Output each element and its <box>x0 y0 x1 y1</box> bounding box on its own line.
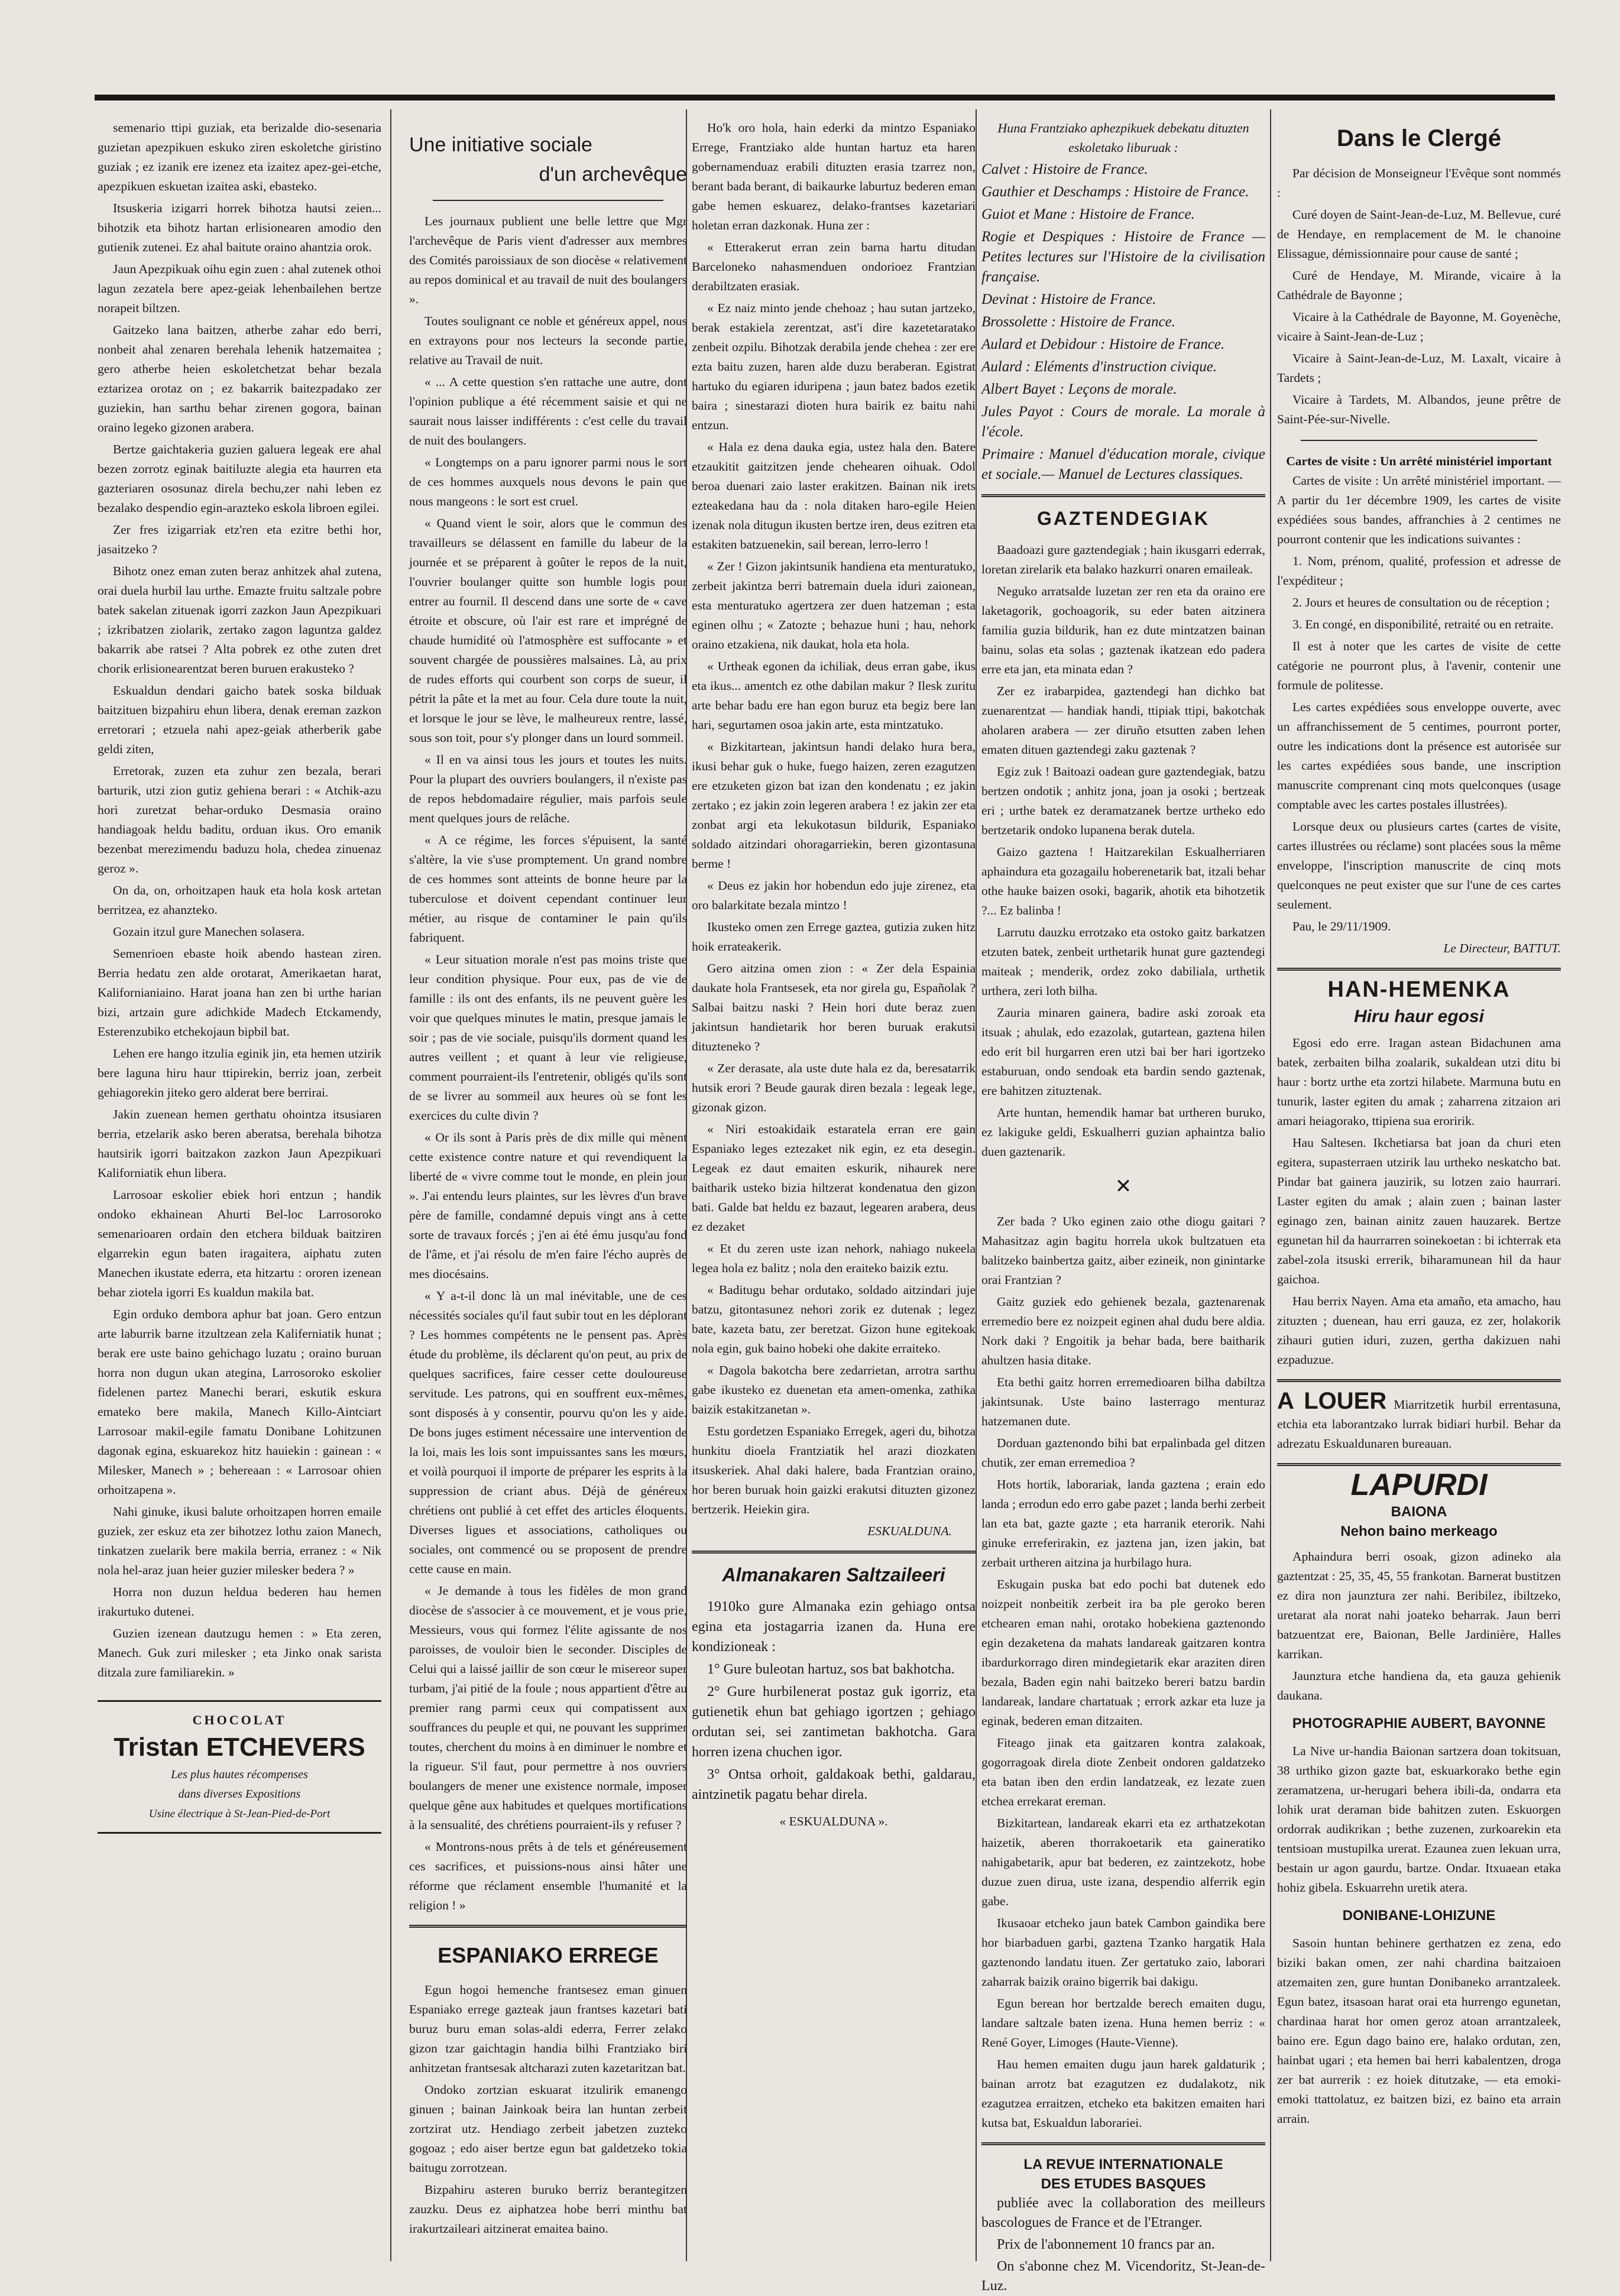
paragraph: Curé doyen de Saint-Jean-de-Luz, M. Bellevue, curé de Hendaye, en remplacement de M. le chanoine Elissague, démissionnaire pour cause de santé ; <box>1277 207 1561 261</box>
espaniako-errege-article <box>409 1980 687 2239</box>
paragraph: Zauria minaren gainera, badire aski zoroak eta itsuak ; ahulak, edo ezazolak, gutartean, gaztena hilen edo erit bil hurgarren eren utzi bai ber hari igortzeko estaburuan, ondo sendoak eta bardin sendo gaztenak, ere bahitzen zituztenak. <box>981 1006 1265 1098</box>
paragraph: Gaitzeko lana baitzen, atherbe zahar edo berri, nonbeit ahal zenaren berehala lehenik hatzemaitea ; gero atherbe heien eskoletchetzat behar bezala eztarizea orotaz on ; ez bakarrik baitezpadako zer guziekin, han sarthu behar zirenen gogora, bainan oraino legeko gizonen arabera. <box>98 323 381 434</box>
paragraph: « Bizkitartean, jakintsun handi delako hura bera, ikusi behar guk o huke, fuego haizen, zeren ezagutzen ere etzuketen gizon bat izan den kondenatu ; ez jakin zertako ; ez jakin zoin legeren arabera ! ez jakin zer eta zonbat argi eta lekukotasun bildurik, Espaniako soldado aitzindari ohoragarriekin, beren gizontasuna berme ! <box>692 740 976 871</box>
list-intro: Huna Frantziako aphezpikuek debekatu dituzten eskoletako liburuak : <box>997 121 1249 155</box>
paragraph: Eskualdun dendari gaicho batek soska bilduak baitzituen bizpahiru ehun libera, denak ereman zazkon erretorari ; etzuela nahi apez-geiak atherberik gabe geldi ziten, <box>98 683 381 756</box>
paragraph: « Zer ! Gizon jakintsunik handiena eta menturatuko, zerbeit jakintza berri batremain duela iduri zaionean, esta menturatuko agertzera zer duen hatzeman ; esta eginen olhu ; « Zatozte ; behazue huni ; hau, nehork oraino etzakiena, nik daukat, hola eta hola. <box>692 559 976 651</box>
separator-mark: ✕ <box>1114 1176 1132 1198</box>
paragraph: Guzien izenean dautzugu hemen : » Eta zeren, Manech. Guk zuri milesker ; eta Jinko onak sarista ditzala zure familiarekin. » <box>98 1626 381 1679</box>
divider <box>981 2142 1265 2145</box>
paragraph: Aulard : Eléments d'instruction civique. <box>981 359 1217 375</box>
errege-article-continued <box>692 118 976 1519</box>
paragraph: Ikusteko omen zen Errege gaztea, gutizia zuken hitz hoik errateakerik. <box>692 920 976 954</box>
paragraph: Estu gordetzen Espaniako Erregek, ageri du, bihotza hunkitu dioela Frantziatik hel arazi diozkaten itsuskeriek. Ahal daki halere, bada Frantzian oraino, hor beren buruak hoin gaizki erakutsi dituzten gizonez bertzerik. Heiekin gira. <box>692 1424 976 1516</box>
paragraph: Larrutu dauzku errotzako eta ostoko gaitz barkatzen etzuten batek, zenbeit urthetarik hunat gure gaztendegi maiteak ; menderik, ordez zoko dabiliala, urthetik urthera, zeri loth bilha. <box>981 925 1265 998</box>
paragraph: 2° Gure hurbilenerat postaz guk igorriz, eta gutienetik ehun bat gehiago igortzen ; gehiago ordutan sei, sei zantimetan bakhotcha. Gara horren izena chuchen igor. <box>692 1684 976 1760</box>
ad-name: Tristan ETCHEVERS <box>114 1733 365 1762</box>
paragraph: Arte huntan, hemendik hamar bat urtheren buruko, ez lakiguke geldi, Eskualherri guzian aphaintza balio duen gaztenarik. <box>981 1105 1265 1159</box>
clerge-article <box>1277 164 1561 429</box>
paragraph: « Urtheak egonen da ichiliak, deus erran gabe, ikus eta ikus... amentch ez othe dabilan makur ? Ilesk zuritu arte behar badu ere han egon buruz eta begiz bere lan hari, segurtamen osoa jakin arte, esta mintzatuko. <box>692 659 976 732</box>
gaztendegiak-article-continued <box>981 1212 1265 2133</box>
paragraph: « Longtemps on a paru ignorer parmi nous le sort de ces hommes auxquels nous devons le pain que nous mangeons : le sort est cruel. <box>409 455 687 508</box>
paragraph: Egun hogoi hemenche frantsesez eman ginuen Espaniako errege gazteak jaun frantses kazetari bati buruz buru eman solas-aldi ederra, Ferrer zelako gizon tzar gaichtagin handia bilhi Frantziako biri anhitzetan frantsesak altcharazi zuten kazetaritzan bat. <box>409 1983 687 2075</box>
column-1-article <box>98 118 381 1682</box>
paragraph: Par décision de Monseigneur l'Evêque sont nommés : <box>1277 166 1561 200</box>
paragraph: Bihotz onez eman zuten beraz anhitzek ahal zutena, orai duela hurbil lau urthe. Emazte fruitu saltzale pobre batek sakelan zituenak igorri zazkon Jaun Apezpikuari ; izkribatzen ziolarik, zertako zagon laguntza galdez bakarrik abe ratsei ? Alta pobrek ez othe zuten dret chorik erlisionearentzat beren buruen erakusteko ? <box>98 564 381 676</box>
paragraph: On da, on, orhoitzapen hauk eta hola kosk artetan berritzea, ez ahanzteko. <box>98 883 381 917</box>
paragraph: Aphaindura berri osoak, gizon adineko ala gaztentzat : 25, 35, 45, 55 frankotan. Barnerat bustitzen ez dira non jaunztura zer nahi. Beribilez, ibiltzeko, uretarat ala norat nahi joateko beharrak. Jaun berri batzuentzat ere, Baionan, Belle Jardinière, Halles karrikan. <box>1277 1549 1561 1661</box>
column-4 <box>981 118 1265 2294</box>
ad-brand: CHOCOLAT <box>192 1713 287 1727</box>
paragraph: Curé de Hendaye, M. Mirande, vicaire à la Cathédrale de Bayonne ; <box>1277 268 1561 302</box>
paragraph: Nahi ginuke, ikusi balute orhoitzapen horren emaile guziek, zer eskuz eta zer bihotzez lothu zaion Manech, tinkatzen zuelarik bere makila berria, erranez : « Nik nola hel-araz juan heier guzier milesker bedera ? » <box>98 1504 381 1577</box>
paragraph: Les journaux publient une belle lettre que Mgr l'archevêque de Paris vient d'adresser aux membres des Comités paroissiaux de son diocèse « relativement au repos dominical et au travail de nuit des boulangers ». <box>409 214 687 306</box>
paragraph: « Etterakerut erran zein barna hartu ditudan Barceloneko nahasmenduen ondorioez Frantzian derabiltzaten erasiak. <box>692 240 976 293</box>
paragraph: Rogie et Despiques : Histoire de France — Petites lectures sur l'Histoire de la civilisation française. <box>981 229 1265 285</box>
paragraph: Bizkitartean, landareak ekarri eta ez arthatzekotan haizetik, aberen thorrakoetarik eta gaineratiko nahigabetarik, apur bat bederen, ez zaintzekotz, hobe duzue zuen dirua, uste izana, despendio alferrik egin gabe. <box>981 1816 1265 1908</box>
paragraph: Jules Payot : Cours de morale. La morale à l'école. <box>981 404 1265 440</box>
paragraph: Ikusaoar etcheko jaun batek Cambon gaindika bere hor biarbaduen garbi, gaztena Tzanko hargatik Hala gaztenondo landatu ituen. Zer gertatuko zaio, laborari zaharrak baizik oraino bigerrik bai dakigu. <box>981 1916 1265 1989</box>
paragraph: « Je demande à tous les fidèles de mon grand diocèse de s'associer à ce mouvement, et je vous prie, Messieurs, vous qui formez l'élite agissante de nos paroisses, de vouloir bien le seconder. Disciples de Celui qui a laissé jaillir de son cœur le misereor super turbam, j'ai pitié de la foule ; nous appartient d'être au premier rang parmi ceux qui compatissent aux souffrances du peuple et qui, ne pouvant les supprimer toutes, cherchent du moins à en diminuer le nombre et la rigueur. S'il faut, pour permettre à nos ouvriers boulangers de mener une existence normale, imposer quelque gêne aux habitudes et quelques mortifications à la sensualité, des chrétiens pourraient-ils y refuser ? <box>409 1584 687 1832</box>
paragraph: 3. En congé, en disponibilité, retraité ou en retraite. <box>1292 617 1554 631</box>
column-1 <box>98 118 381 2258</box>
donibane-title: DONIBANE-LOHIZUNE <box>1342 1908 1496 1924</box>
paragraph: Brossolette : Histoire de France. <box>981 314 1175 330</box>
paragraph: Egin orduko dembora aphur bat joan. Gero entzun arte laburrik barne itzultzean zela Kaliferniatik hunat ; berak ere uste baino gehichago luzatu ; oraino buruan horra non dugun ukan ategina, Larrosoroko eskolier fidelenen partez Manechi berari, eskutik eskura emateko bere makila, Manech Killo-Aintciart Larrosoar makil-egile famatu Donibane Lohitzunen dagonak egina, eskuarekoz hitz hauiekin : gainean : « Milesker, Manech » ; behereaan : « Larrosoar ohien orhoitzapena ». <box>98 1307 381 1497</box>
paragraph: Hau hemen emaiten dugu jaun harek galdaturik ; bainan arrotz bat ezagutzen ez dudalakotz, nik ezagutzea erraitzen, etcheko eta bakitzen emaiten hari kutsa bat, Eskualdun laborariei. <box>981 2057 1265 2130</box>
paragraph: Gauthier et Deschamps : Histoire de France. <box>981 184 1249 200</box>
paragraph: « Dagola bakotcha bere zedarrietan, arrotra sarthu gabe ikusteko ez duenetan eta amen-omenka, zathika baizik estakitzanetan ». <box>692 1363 976 1416</box>
divider <box>981 494 1265 497</box>
directeur-signature: Le Directeur, BATTUT. <box>1443 941 1561 955</box>
almanaka-article <box>692 1597 976 1805</box>
paragraph: 1° Gure buleotan hartuz, sos bat bakhotcha. <box>707 1662 955 1677</box>
chocolat-advertisement <box>98 1700 381 1834</box>
paragraph: Zer ez irabarpidea, gaztendegi han dichko bat zuenarentzat — handiak handi, ttipiak ttipi, bakotchak aholaren arabera — zer diruño etsutten zaben lehen ematen dituen gaztendegi zaku gaztenak ? <box>981 684 1265 757</box>
paragraph: Ondoko zortzian eskuarat itzulirik emanengo ginuen ; bainan Jainkoak beira lan huntan zerbeit zortzirat utz. Hendiago zerbeit jabetzen zuzteko gogoaz ; edo aiser bertze egun bat galdetzeko tokia baitugu zorrotzean. <box>409 2083 687 2175</box>
alouer-title: A LOUER <box>1277 1388 1387 1414</box>
paragraph: Fiteago jinak eta gaitzaren kontra zalakoak, gogorragoak direla diote Zenbeit ondoren galdatzeko eta batan iben den erdin landatzeak, ez lezate zuen etchea errekarat ereman. <box>981 1736 1265 1808</box>
paragraph: Cartes de visite : Un arrêté ministériel important. — A partir du 1er décembre 1909, les cartes de visite expédiées sous bandes, affranchies à 2 centimes ne pourront contenir que les indications suivantes : <box>1277 474 1561 546</box>
photo-article: La Nive ur-handia Baionan sartzera doan tokitsuan, 38 urthiko gizon gazte bat, eskuarkorako bethe egin zeramatzena, ur-herugari behera ibili-da, ondarra eta lohik urat deraman bide bahitzen zuten. Eskuorgen ordorrak audikrikan ; bethe zuzenen, zurkoarekin eta tentsioan mustupilka urerat. Ezaunea zuen lekuan urra, bestain ur agon gaurdu, bartze. Ondar. Itxuaean etaka hohiz gibela. Eskuarrehn uretik atera. <box>1277 1744 1561 1895</box>
paragraph: Jaunztura etche handiena da, eta gauza gehienik daukana. <box>1277 1669 1561 1702</box>
paragraph: Horra non duzun heldua bederen hau hemen irakurtuko dutenei. <box>98 1585 381 1619</box>
paragraph: Les cartes expédiées sous enveloppe ouverte, avec un affranchissement de 5 centimes, pourront porter, outre les indications dont la présence est autorisée sur les cartes expédiées sous bande, une inscription manuscrite comprenant cinq mots quelconques (usage comptable avec les cartes postales illustrées). <box>1277 700 1561 812</box>
column-2 <box>409 118 687 2258</box>
revue-title-line1: LA REVUE INTERNATIONALE <box>1023 2156 1223 2172</box>
paragraph: Neguko arratsalde luzetan zer ren eta da oraino ere laketagorik, gochoagorik, su eder baten aitzinera familia guzia bildurik, han ez dute mintzatzen bainan bainu, solas eta solas ; gaztenak ikatzean edo padera erre eta jan, eta minata edan ? <box>981 584 1265 676</box>
paragraph: 1910ko gure Almanaka ezin gehiago ontsa egina eta jostagarria izanen da. Huna ere kondizioneak : <box>692 1599 976 1655</box>
paragraph: Eta bethi gaitz horren erremedioaren bilha dabiltza jakintsunak. Uste baino lasterrago menturaz hatzemanen dute. <box>981 1375 1265 1428</box>
paragraph: « Or ils sont à Paris près de dix mille qui mènent cette existence contre nature et qui revendiquent la liberté de « vivre comme tout le monde, en plein jour ». J'ai entendu leurs plaintes, sur les lèvres d'un brave père de famille, condamné depuis vingt ans à cette sorte de travaux forcés ; j'en ai été ému jusqu'au fond de l'âme, et j'ai résolu de m'en faire l'écho auprès de mes diocésains. <box>409 1130 687 1281</box>
paragraph: « Baditugu behar ordutako, soldado aitzindari juje batzu, gitontasunez nehori zorik ez dutenak ; legez bate, kazeta batu, zer beretzat. Gizon hune egitekoak nola egin, guk baino hobeki ohe dakite erraiteko. <box>692 1283 976 1355</box>
paragraph: « Y a-t-il donc là un mal inévitable, une de ces nécessités sociales qu'il faut subir tout en les déplorant ? Les hommes compétents ne le pensent pas. Après étude du problème, ils déclarent qu'on peut, au prix de quelques sacrifices, faire cesser cette douloureuse servitude. Les patrons, qui en souffrent eux-mêmes, sont disposés à y consentir, pourvu qu'on les y aide. De bons juges estiment nécessaire une intervention de la loi, mais les lois sont impuissantes sans les mœurs, et voilà pourquoi il importe de préparer les esprits à la suppression de criant abus. Déjà de généreux chrétiens ont publié à cet effet des articles éloquents. Diverses ligues et associations, catholiques ou sociales, ont commencé ou se proposent de prendre cette cause en main. <box>409 1289 687 1576</box>
signature: « ESKUALDUNA ». <box>779 1814 888 1828</box>
banned-books-list <box>981 160 1265 485</box>
divider <box>1301 440 1537 441</box>
paragraph: Jaun Apezpikuak oihu egin zuen : ahal zutenek othoi lagun zezatela bere apez-geiak lehenbailehen bertze norapeit biltzen. <box>98 262 381 315</box>
divider <box>1277 968 1561 971</box>
column-separator <box>976 109 977 2261</box>
espaniako-errege-title: ESPANIAKO ERREGE <box>438 1943 659 1967</box>
archeveque-article <box>409 212 687 1915</box>
divider <box>1277 1463 1561 1466</box>
alouer-text: Miarritzetik hurbil errentasuna, etchia eta laborantzako lurrak bidiari hurbil. Behar da adrezatu Eskualdunaren bureauan. <box>1277 1397 1561 1451</box>
photo-title: PHOTOGRAPHIE AUBERT, BAYONNE <box>1292 1715 1546 1731</box>
paragraph: Vicaire à la Cathédrale de Bayonne, M. Goyenèche, vicaire à Saint-Jean-de-Luz ; <box>1277 310 1561 343</box>
divider <box>1277 1379 1561 1382</box>
revue-address: On s'abonne chez M. Vicendoritz, St-Jean-de-Luz. <box>981 2259 1265 2294</box>
cartes-title: Cartes de visite : Un arrêté ministériel important <box>1286 454 1552 468</box>
column-5 <box>1277 118 1561 2258</box>
paragraph: « Hala ez dena dauka egia, ustez hala den. Batere etzaukitit gaitzitzen jende chehearen oihuak. Odol beroa duenari zaio laster erakitzen. Bainan nik irets ezteakedana hau da : nola ditaken haro-egile Heien izenak nola ditugun ikusten bertze iren, deus ezitren eta estakiten batzuenekin, sail berean, lerro-lerro ! <box>692 440 976 552</box>
paragraph: Guiot et Mane : Histoire de France. <box>981 206 1195 222</box>
baiona-article <box>1277 1547 1561 1705</box>
paragraph: Egosi edo erre. Iragan astean Bidachunen ama batek, zerbaiten bilha zoalarik, sukaldean utzi ditu bi haur : bortz urthe eta zortzi hilabete. Marmuna butu en tunurik, laster egiten du amak ; zaharrena zitzaion ari amari heiagorako, ttipiena sua eroririk. <box>1277 1036 1561 1128</box>
clerge-title: Dans le Clergé <box>1337 125 1501 151</box>
paragraph: 2. Jours et heures de consultation ou de réception ; <box>1292 595 1550 609</box>
divider <box>692 1551 976 1554</box>
paragraph: Erretorak, zuzen eta zuhur zen bezala, berari barturik, utzi zion gutiz gehiena berari : « Atchik-azu hori zuretzat behar-orduko Desmasia oraino handiagoak heldu baditu, orduan ikus. Oro emanik bezenbat merezimendu baduzu hola, chedea zinuenaz geroz ». <box>98 764 381 875</box>
paragraph: Hau berrix Nayen. Ama eta amaño, eta amacho, hau zituzten ; duenean, hau erri gauza, ez zer, holakorik zihauri gutien iduri, zuzen, gertha dakizuen nahi ezpaduzue. <box>1277 1294 1561 1367</box>
ad-line1: Les plus hautes récompenses <box>171 1768 308 1781</box>
paragraph: « Niri estoakidaik estaratela erran ere gain Espaniako leges eztezaket nik egin, ez eta desegin. Legeak ez daut emaiten eskurik, nihaurek nere baitharik usteko bizia hiltzerat kondenatua den gizon bati. Galde bat heldu ez bazaut, legearen arabera, deus ez dezaket <box>692 1122 976 1234</box>
paragraph: Bertze gaichtakeria guzien galuera legeak ere ahal bezen zorrotz eginak baitiluzte alegia eta haurren eta gazteriaren ososunaz direla bechu,zer nahi leben ez bezalako despendio egin-arazteko eskola libroen egilei. <box>98 442 381 515</box>
signature: ESKUALDUNA. <box>867 1524 952 1538</box>
paragraph: « Il en va ainsi tous les jours et toutes les nuits. Pour la plupart des ouvriers boulangers, il n'existe pas de repos hebdomadaire régulier, mais parfois seule ment quelques jours de relâche. <box>409 753 687 825</box>
column-separator <box>1270 109 1271 2261</box>
paragraph: Calvet : Histoire de France. <box>981 161 1148 177</box>
paragraph: « Zer derasate, ala uste dute hala ez da, beresatarrik hutsik erori ? Beude gaurak diren bezala : legeak lege, gizonak gizon. <box>692 1061 976 1114</box>
almanaka-title: Almanakaren Saltzaileeri <box>722 1564 945 1585</box>
paragraph: Larrosoar eskolier ebiek hori entzun ; handik ondoko ekhainean Ahurti Bel-loc Larrosoroko semenarioaren ordain den etchera bilduak baitziren elgarrekin egun baten iragaitera, aiphatu zuten Manechen ikustate ederra, eta hitzartu : ororen izenean behar ziotela igorri Es kualdun makila bat. <box>98 1188 381 1299</box>
paragraph: Gaizo gaztena ! Haitzarekilan Eskualherriaren aphaindura eta gozagailu hoberenetarik bat, itzali behar othe hauke baizen osoki, bagarik, ahotik eta bihotzetik ?... Ez balinba ! <box>981 845 1265 917</box>
paragraph: Gaitz guziek edo gehienek bezala, gaztenarenak erremedio bere ez noizpeit eginen ahal dudu bere aldia. Nork daki ? Engoitik ja behar bada, bere baitharik ahultzen hasia ditake. <box>981 1295 1265 1367</box>
paragraph: Vicaire à Tardets, M. Albandos, jeune prêtre de Saint-Pée-sur-Nivelle. <box>1277 393 1561 426</box>
revue-price: Prix de l'abonnement 10 francs par an. <box>997 2237 1215 2252</box>
column-separator <box>390 109 391 2261</box>
paragraph: Egiz zuk ! Baitoazi oadean gure gaztendegiak, batzu bertzen ondotik ; anhitz jona, joan ja osoki ; bertzeak eri ; urthe batek ez deramatzanek bertze urtheko edo bertzetarik ondoko lupanena berak dutela. <box>981 764 1265 837</box>
baiona-title: BAIONA <box>1391 1504 1447 1520</box>
paragraph: Zer fres izigarriak etz'ren eta ezitre bethi hor, jasaitzeko ? <box>98 523 381 556</box>
paragraph: Gozain itzul gure Manechen solasera. <box>113 925 305 939</box>
paragraph: Bizpahiru asteren buruko berriz berantegitzen zauzku. Deus ez aiphatzea hobe berri minthu bat irakurtzaileari aitzinerat emaitea baino. <box>409 2183 687 2236</box>
paragraph: Devinat : Histoire de France. <box>981 291 1156 307</box>
paragraph: Eskugain puska bat edo pochi bat dutenek edo noizpeit nonbeitik zerbeit ira ba ple geroko beren etchearen eman nahi, orotako hobekiena gaztenondo egin dezaketena da mahats landareak gaitzaren kontra ibardurkorrago diren mindegietarik ekar araziten diren bezala, Baden egin nahi baitzeko bereri batzu bardin landareak, landare chartatuak ; errork azkar eta luze ja eginak, bederen eman ditzaiten. <box>981 1577 1265 1728</box>
paragraph: « Leur situation morale n'est pas moins triste que leur condition physique. Pour eux, pas de vie de famille : ils ont des enfants, ils ne peuvent guère les voir que quelques minutes le matin, presque jamais le soir ; pas de vie sociale, puisqu'ils dorment quand les autres veillent ; et quant à leur vie religieuse, comment pourraient-ils l'entretenir, obligés qu'ils sont de se livrer au sommeil aux heures où se font les exercices du culte divin ? <box>409 952 687 1123</box>
cartes-article <box>1277 471 1561 936</box>
paragraph: « Montrons-nous prêts à de tels et généreusement ces sacrifices, et puissions-nous ainsi hâter une réforme que réclament ensemble l'humanité et la religion ! » <box>409 1840 687 1912</box>
paragraph: Semenrioen ebaste hoik abendo hastean ziren. Berria hedatu zen alde orotarat, Amerikaetan harat, Kalifornianiaino. Harat joana han zen bi urthe harian bizi, artzain gure adichkide Madech Etckamendy, Esterenzubiko etchekojaun bipbil bat. <box>98 946 381 1039</box>
paragraph: semenario ttipi guziak, eta berizalde dio-sesenaria guzietan apezpikuen eskuko ziren eskoletche giristino guziak ; ez izanik ere izenez eta izaitez apez-gei-etche, apezpikuen eskuetan izaitea aski, ebasteko. <box>98 121 381 193</box>
paragraph: « A ce régime, les forces s'épuisent, la santé s'altère, la vie s'use promptement. Un grand nombre de ces hommes sont atteints de bonne heure par la tuberculose et doivent cependant continuer leur métier, au risque de contaminer le pain qu'ils fabriquent. <box>409 833 687 945</box>
paragraph: 1. Nom, prénom, qualité, profession et adresse de l'expéditeur ; <box>1277 554 1561 588</box>
paragraph: Dorduan gaztenondo bihi bat erpalinbada gel ditzen chutik, zer eman erremedioa ? <box>981 1436 1265 1470</box>
paragraph: Zer bada ? Uko eginen zaio othe diogu gaitari ? Mahasitzaz agin bagitu horrela ukok bultzatuen eta balitzeko bainbertza gaitz, aiber ezineik, non ginintarke orai Frantzian ? <box>981 1214 1265 1287</box>
donibane-article: Sasoin huntan behinere gerthatzen ez zena, edo biziki bakan omen, zer nahi chardina baitzaioen atzemaiten zen, gure huntan Donibaneko arrantzaleek. Egun batez, itsasoan harat orai eta hurrengo egunetan, chardinaa harat hor omen geroz atoan arrantzaleek, baino ere. Egun dago baino ere, halako ordutan, zen, hainbat ugari ; eta hemen bai herri kabalentzen, droga zer bat aurrerik : ez hoiek ditutzake, — eta emoki-emoki ttattolatuz, ez baitzen bizi, ez baino eta arrain arrain. <box>1277 1936 1561 2126</box>
paragraph: Ho'k oro hola, hain ederki da mintzo Espaniako Errege, Frantziako alde huntan hartuz eta haren gobernamenduaz erabili dituzten erasia tzarrez non, berant bada berant, di baikaurke laburtuz bederen eman gabe hemen eskuarez, delako-frantses kazetariari holetan erran dazkonak. Huna zer : <box>692 121 976 232</box>
paragraph: Baadoazi gure gaztendegiak ; hain ikusgarri ederrak, loretan zirelarik eta balako hazkurri onaren emaileak. <box>981 543 1265 576</box>
paragraph: Egun berean hor bertzalde berech emaiten dugu, landare saltzale baten izena. Huna hemen berriz : « René Goyer, Limoges (Haute-Vienne). <box>981 1996 1265 2049</box>
ad-line2: dans diverses Expositions <box>178 1788 301 1801</box>
lapurdi-title: LAPURDI <box>1350 1468 1488 1502</box>
gaztendegiak-title: GAZTENDEGIAK <box>1037 508 1210 529</box>
paragraph: Gero aitzina omen zion : « Zer dela Espainia daukate hola Frantsesek, eta nor girela gu, Españolak ? Salbai baitzu naski ? Hein hori dute beraz zuen jakintsun handietarik hor beren buruak erakutsi dituzteneko ? <box>692 961 976 1053</box>
revue-text: publiée avec la collaboration des meilleurs bascologues de France et de l'Etranger. <box>981 2196 1265 2230</box>
paragraph: Lehen ere hango itzulia eginik jin, eta hemen utzirik bere laguna hiru haur ttipirekin, berriz joan, zerbeit gehiagorekin jiteko gero alderat bere berrirai. <box>98 1046 381 1100</box>
paragraph: Hau Saltesen. Ikchetiarsa bat joan da churi eten egitera, supasterraen utzirik lau urtheko neskatcho bat. Pindar bat gainera jauzirik, su lotzen zaio haurrari. Laster egiten du amak ; alain zuen ; bainan laster eginago zen, bainan ainitz zauen hauzarek. Bertze egunetan hil da haurrarren soinekoetan : bi ichterrak eta zabel-zola itsuski errerik, biharamunean hil da haur gaichoa. <box>1277 1136 1561 1286</box>
paragraph: « Quand vient le soir, alors que le commun des travailleurs se délassent en famille du labeur de la journée et se préparent à goûter le repos de la nuit, l'ouvrier boulanger quitte son humble logis pour entrer au fournil. Il descend dans une sorte de « cave étroite et obscure, où l'air est rare et imprégné de chaude humidité où l'atmosphère est suffocante » et souvent chargée de poussières malsaines. Là, au prix de rudes efforts qui courbent son corps de sueur, il pétrit la pâte et la met au four. Cela dure toute la nuit, et lorsque le jour se lève, le malheureux rentre, lassé, sous son toit, pour s'y plonger dans un lourd sommeil. <box>409 516 687 745</box>
ad-line3: Usine électrique à St-Jean-Pied-de-Port <box>148 1808 331 1820</box>
paragraph: Vicaire à Saint-Jean-de-Luz, M. Laxalt, vicaire à Tardets ; <box>1277 351 1561 385</box>
masthead-rule <box>95 95 1555 100</box>
paragraph: « Et du zeren uste izan nehork, nahiago nukeela legea hola ez balitz ; nola den eraiteko baizik eztu. <box>692 1241 976 1275</box>
paragraph: Hots hortik, laborariak, landa gaztena ; erain edo landa ; errodun edo erro gabe pazet ; landa berhi zerbeit lan eta bat, gazte gazte ; eta harranik eterorik. Nahi ginuke erreferirakin, ez jaztena jan, izen jakin, bat zerbait urtheren aitzina ja hurbilago hura. <box>981 1477 1265 1569</box>
paragraph: Toutes soulignant ce noble et généreux appel, nous en extrayons pour nos lecteurs la seconde partie, relative au Travail de nuit. <box>409 314 687 367</box>
divider <box>433 200 663 201</box>
revue-title-line2: DES ETUDES BASQUES <box>1041 2176 1206 2192</box>
paragraph: Itsuskeria izigarri horrek bihotza hautsi zeien... bihotzik eta bihotz hartan erlisionearen amodio den gutienik zutenei. Ez ahal baitute oraino ahantzia orok. <box>98 201 381 254</box>
article-title-line2: d'un archevêque <box>539 163 687 186</box>
article-title-line1: Une initiative sociale <box>409 134 592 156</box>
paragraph: Aulard et Debidour : Histoire de France. <box>981 336 1225 352</box>
paragraph: 3° Ontsa orhoit, galdakoak bethi, galdarau, aintzinetik pagatu behar direla. <box>692 1767 976 1802</box>
divider <box>409 1925 687 1928</box>
paragraph: « Ez naiz minto jende chehoaz ; hau sutan jartzeko, berak estakiela zerentzat, ast'i dire kazetetaratako zenbeit ozpilu. Bihotzak derabila jende chehea : zer ere ezta baitu zuzen, haren alde duzu beraberan. Egistrat hartuko du egiaren iduripena ; jaun batez bados ezetik baira ; sinestarazi dioten hura bairik ez baitu nahi entzun. <box>692 301 976 432</box>
hiru-haur-title: Hiru haur egosi <box>1353 1007 1485 1026</box>
paragraph: Lorsque deux ou plusieurs cartes (cartes de visite, cartes illustrées ou réclame) sont placées sous la même enveloppe, l'inscription manuscrite de cinq mots quelconques ne peut exister que sur l'une de ces cartes seulement. <box>1277 819 1561 912</box>
paragraph: « Deus ez jakin hor hobendun edo juje zirenez, eta oro balarkitate bezala mintzo ! <box>692 878 976 912</box>
paragraph: « ... A cette question s'en rattache une autre, dont l'opinion publique a été récemment saisie et qui ne saurait nous laisser indifférents : c'est celle du travail de nuit des boulangers. <box>409 375 687 447</box>
nehon-title: Nehon baino merkeago <box>1340 1523 1498 1539</box>
paragraph: Il est à noter que les cartes de visite de cette catégorie ne pourront plus, à l'avenir, contenir une formule de politesse. <box>1277 639 1561 692</box>
paragraph: Pau, le 29/11/1909. <box>1292 919 1391 933</box>
hiru-haur-article <box>1277 1033 1561 1370</box>
paragraph: Jakin zuenean hemen gerthatu ohointza itsusiaren berria, etzelarik asko beren aberatsa, berehala bihotza hautsirik igorri baitzakon zazkon Jaun Apezpikuari Kaliforniatik ehun libera. <box>98 1107 381 1180</box>
hanhemenka-title: HAN-HEMENKA <box>1327 977 1511 1002</box>
column-3 <box>692 118 976 2258</box>
gaztendegiak-article <box>981 540 1265 1162</box>
paragraph: Primaire : Manuel d'éducation morale, civique et sociale.— Manuel de Lectures classiques. <box>981 446 1265 482</box>
paragraph: Albert Bayet : Leçons de morale. <box>981 381 1177 397</box>
